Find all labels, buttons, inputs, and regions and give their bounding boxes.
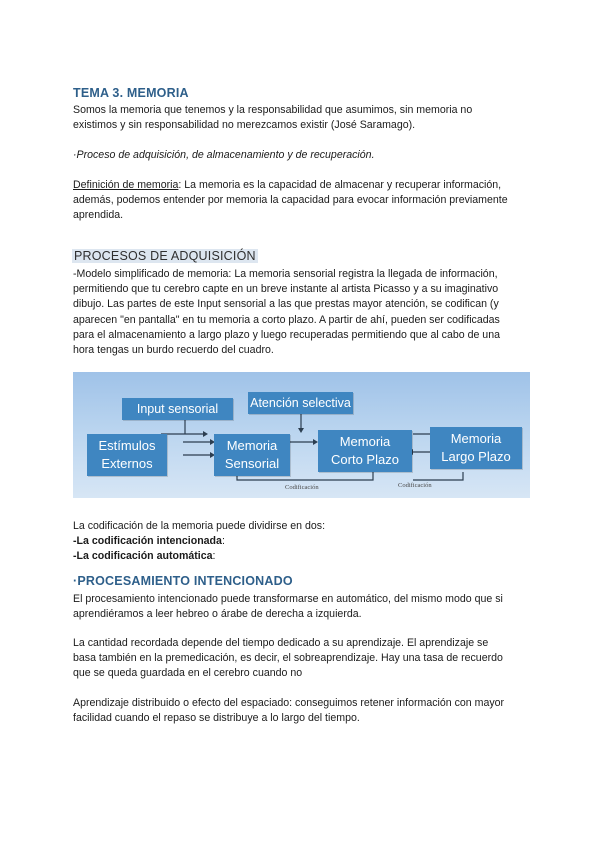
paragraph-line: Aprendizaje distribuido o efecto del espaciado: conseguimos retener información con mayor (73, 697, 505, 709)
paragraph-line: que se queda guardada en el cerebro cuando no (73, 667, 303, 680)
definition-line (73, 178, 533, 193)
codificacion-item (73, 534, 533, 549)
definition-line: aprendida. (73, 209, 124, 222)
box-label: Externos (101, 456, 153, 471)
box-estimulos-externos (87, 434, 167, 476)
box-label: Largo Plazo (441, 449, 511, 464)
intencionado-paragraph-3 (73, 696, 533, 726)
intencionado-paragraph-1 (73, 592, 533, 622)
memory-model-diagram (73, 372, 530, 498)
caption-codificacion: Codificación (285, 484, 319, 491)
paragraph-line: -Modelo simplificado de memoria: La memoria sensorial registra la llegada de información, (73, 268, 498, 280)
paragraph-line: aprendiéramos a leer hebreo o árabe de derecha a izquierda. (73, 608, 362, 621)
paragraph-line: dibujo. Las partes de este Input sensorial a las que prestas mayor atención, se codifican (y (73, 298, 499, 311)
paragraph-line: facilidad cuando el repaso se distribuye a lo largo del tiempo. (73, 712, 360, 725)
adquisicion-paragraph (73, 267, 533, 358)
box-label: Input sensorial (136, 402, 219, 416)
page-title: TEMA 3. MEMORIA (73, 86, 189, 100)
box-memoria-corto-plazo (318, 430, 412, 472)
arrowhead (203, 431, 208, 437)
box-label: Atención selectiva (250, 396, 351, 410)
caption-codificacion: Codificación (398, 482, 432, 489)
definition-line: además, podemos entender por memoria la capacidad para evocar información previamente (73, 194, 508, 207)
arrow-bottom-line-2 (413, 472, 463, 480)
box-atencion-selectiva (248, 392, 353, 414)
paragraph-line: El procesamiento intencionado puede transformarse en automático, del mismo modo que si (73, 593, 503, 605)
paragraph-line: aparecen "en pantalla" en tu memoria a corto plazo. A partir de ahí, pueden ser codificadas (73, 313, 500, 326)
box-memoria-sensorial (214, 434, 290, 476)
box-label: Memoria (339, 434, 391, 449)
box-memoria-largo-plazo (430, 427, 522, 469)
item-colon: : (212, 550, 216, 563)
box-label: Estímulos (98, 438, 156, 453)
box-label: Sensorial (224, 456, 280, 471)
box-label: Corto Plazo (331, 452, 399, 467)
box-input-sensorial (122, 398, 233, 420)
definition-paragraph (73, 178, 533, 224)
codificacion-intro: La codificación de la memoria puede dividirse en dos: (73, 520, 326, 532)
paragraph-line: para el almacenamiento a largo plazo y luego recuperadas permitiendo que al cabo de una (73, 328, 500, 341)
item-colon: : (221, 535, 225, 548)
paragraph-line: La cantidad recordada depende del tiempo dedicado a su aprendizaje. El aprendizaje se (73, 637, 489, 649)
item-label: -La codificación intencionada (73, 535, 222, 548)
definition-text: : La memoria es la capacidad de almacenar y recuperar información, (178, 179, 502, 191)
paragraph-line: permitiendo que tu cerebro capte en un breve instante al artista Picasso y a su imaginativo (73, 283, 499, 296)
intencionado-paragraph-2 (73, 636, 533, 682)
paragraph-line: hora tengas un burdo recuerdo del cuadro. (73, 344, 274, 357)
codificacion-block (73, 519, 533, 565)
process-line: ·Proceso de adquisición, de almacenamiento y de recuperación. (73, 149, 375, 161)
item-label: -La codificación automática (73, 550, 213, 563)
intro-line: existimos y sin responsabilidad no merezcamos existir (José Saramago). (73, 119, 416, 132)
codificacion-item (73, 549, 533, 564)
box-label: Memoria (450, 431, 502, 446)
intro-line: Somos la memoria que tenemos y la responsabilidad que asumimos, sin memoria no (73, 104, 473, 116)
section-heading-adquisicion: PROCESOS DE ADQUISICIÓN (74, 249, 256, 263)
intro-paragraph (73, 103, 533, 133)
paragraph-line: basa también en la premedicación, es decir, el sobreaprendizaje. Hay una tasa de recuerdo (73, 652, 503, 665)
definition-term: Definición de memoria (73, 179, 179, 191)
arrowhead (298, 428, 304, 433)
section-heading-intencionado: ·PROCESAMIENTO INTENCIONADO (73, 574, 293, 588)
box-label: Memoria (226, 438, 278, 453)
